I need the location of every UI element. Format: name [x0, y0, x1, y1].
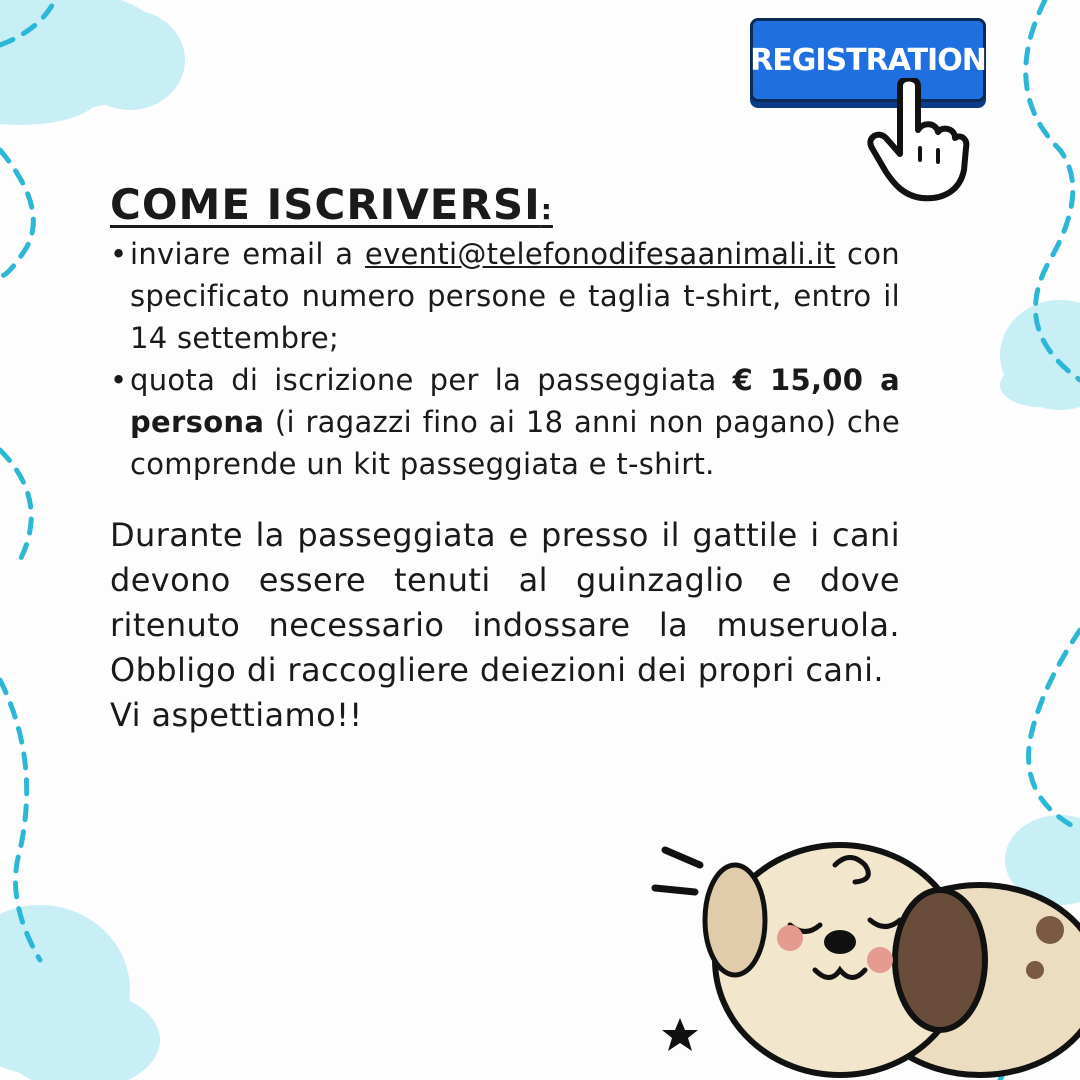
list-item-email: • inviare email a eventi@telefonodifesaanimali.it con specificato numero persone e taglia t-shirt, entro il 14 settembre; [130, 233, 900, 359]
instructions-list [110, 233, 900, 485]
rules-paragraph: Durante la passeggiata e presso il gattile i cani devono essere tenuti al guinzaglio e dove ritenuto necessario indossare la museruola. Obbligo di raccogliere deiezioni dei propri cani. [110, 516, 900, 689]
email-link[interactable]: eventi@telefonodifesaanimali.it [364, 237, 836, 271]
registration-button-label: REGISTRATION [750, 42, 986, 78]
list-item-fee: • quota di iscrizione per la passeggiata € 15,00 a persona (i ragazzi fino ai 18 anni non pagano) che comprende un kit passeggiata e t-shirt. [130, 359, 900, 485]
sleeping-dog-illustration [640, 820, 1080, 1080]
closing-text: Vi aspettiamo!! [110, 696, 363, 734]
main-content [110, 180, 900, 738]
page-title: COME ISCRIVERSI: [110, 180, 553, 229]
fee-amount: € 15,00 a persona [130, 363, 900, 439]
